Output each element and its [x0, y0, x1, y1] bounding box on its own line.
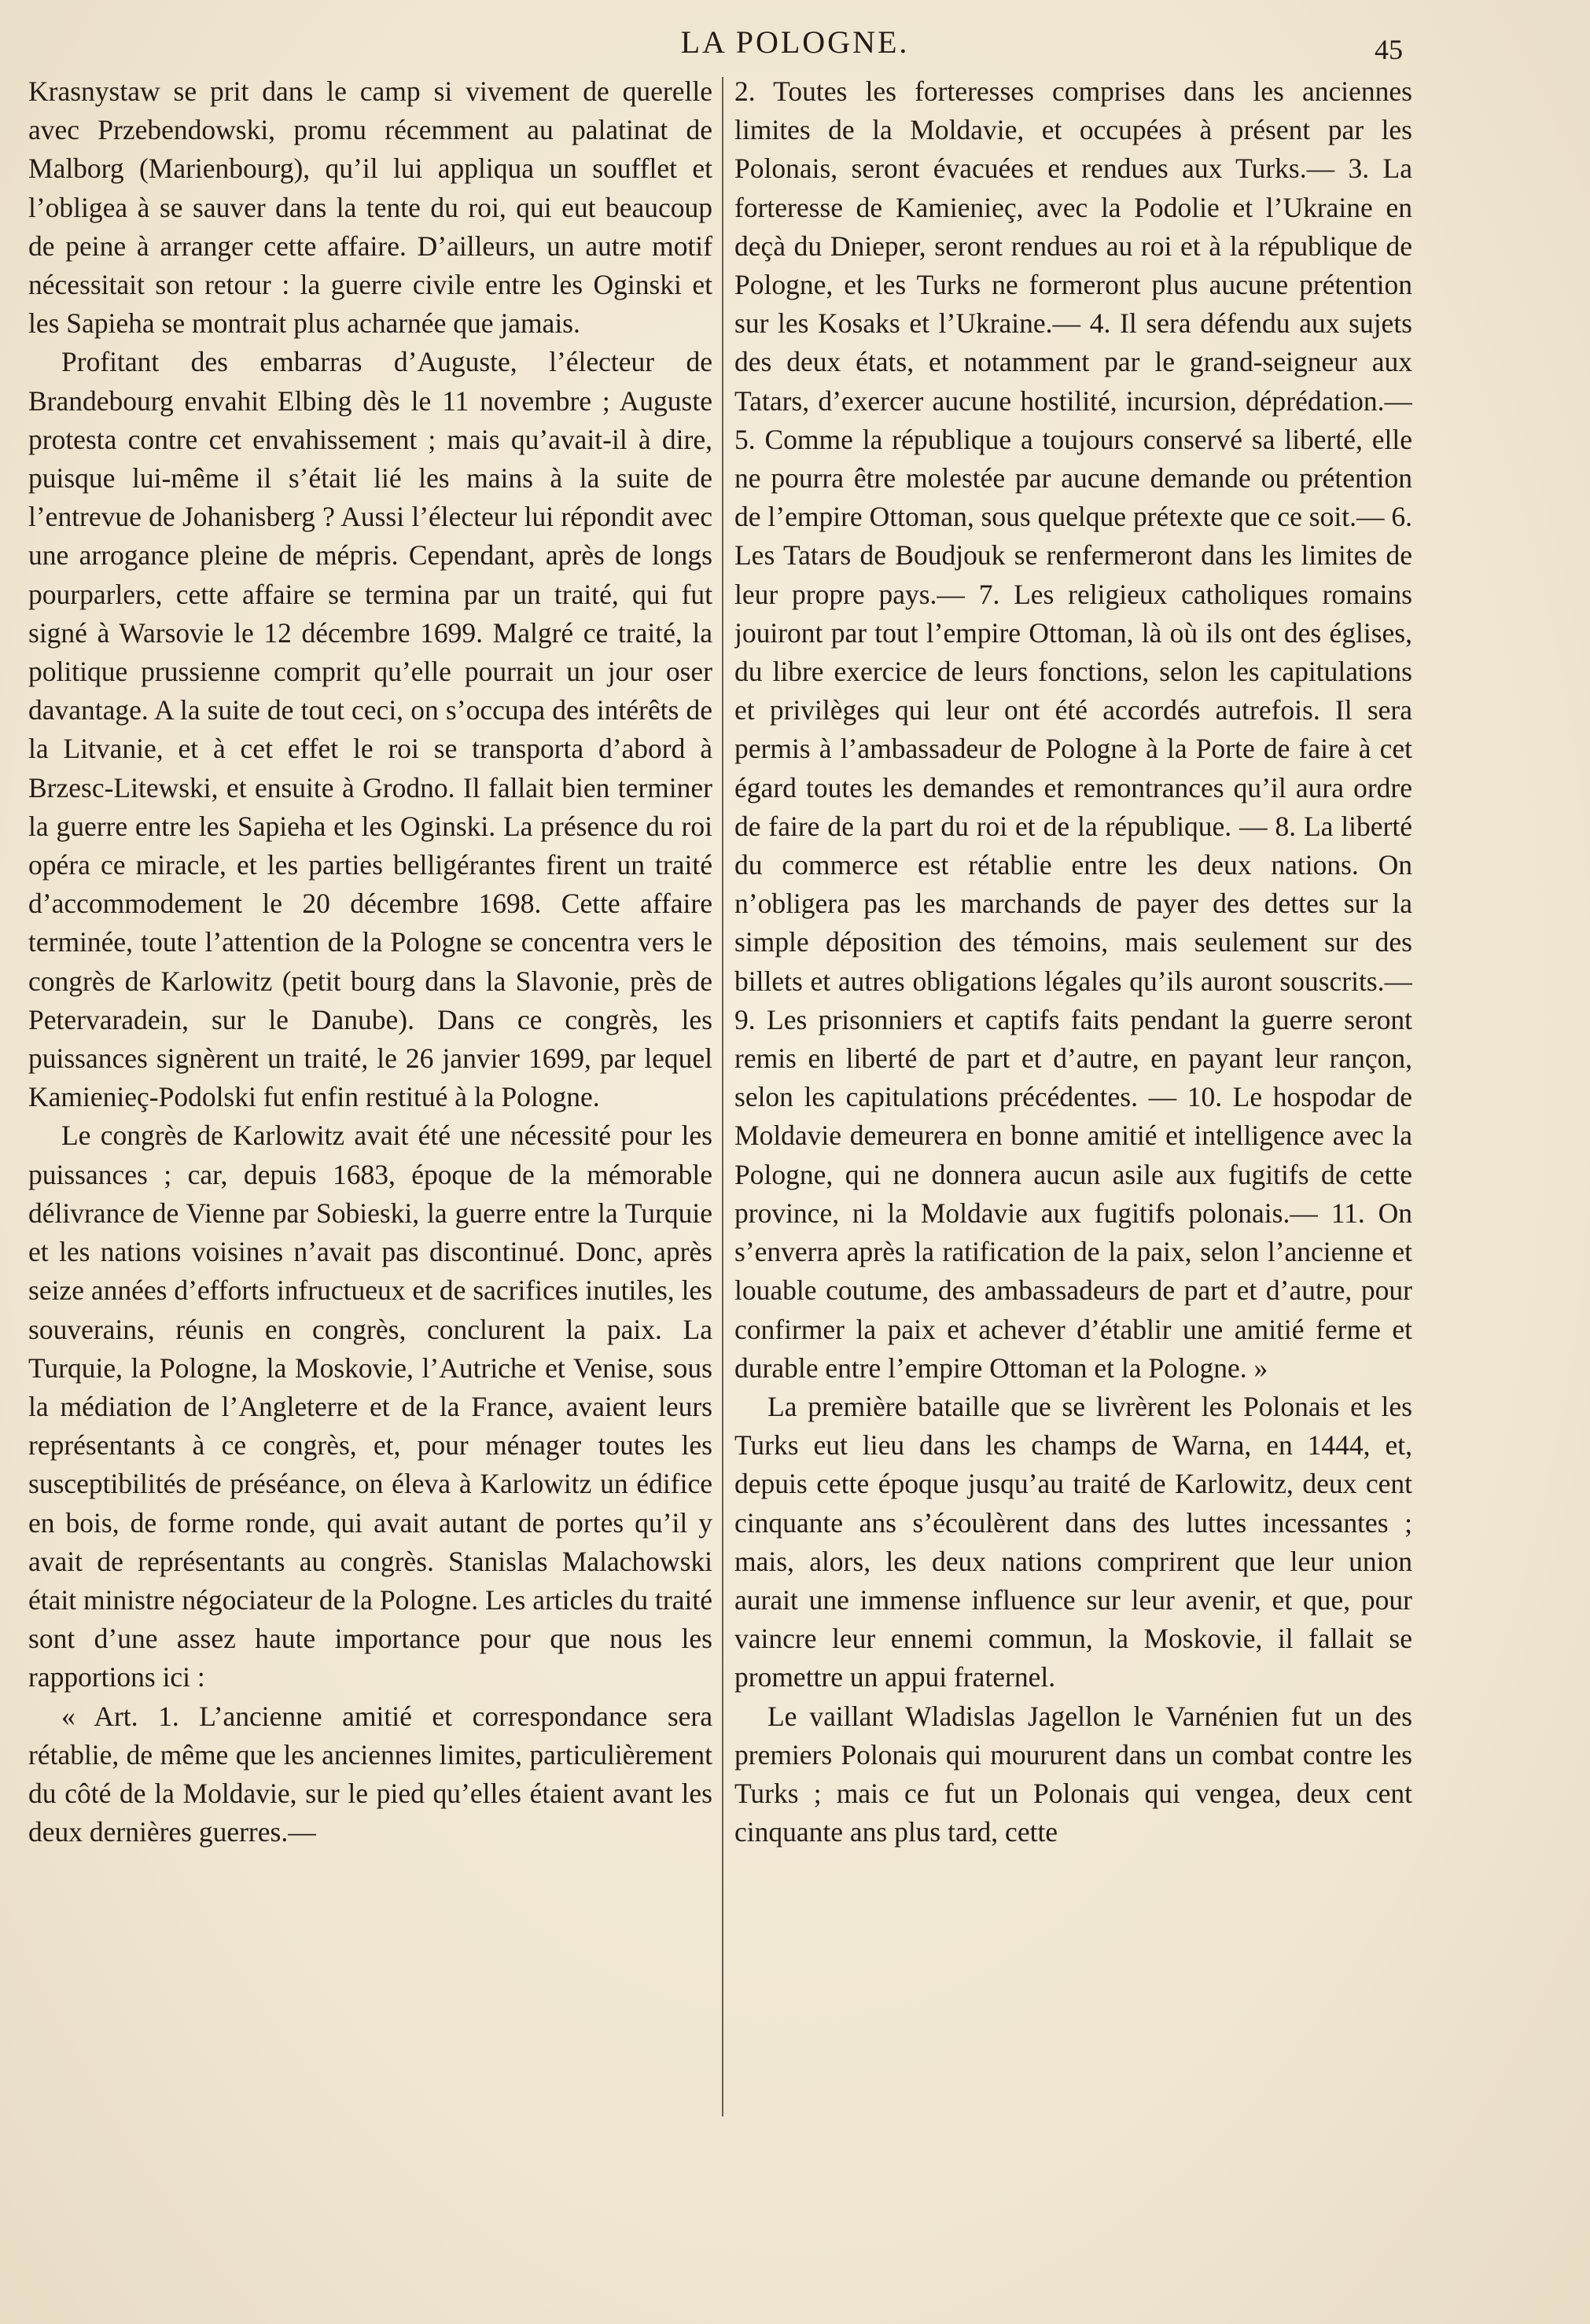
paragraph: « Art. 1. L’ancienne amitié et correspondance sera rétablie, de même que les anciennes limites, particulièrement du côté de la Moldavie, sur le pied qu’elles étaient avant les deux dernières guerres.—	[28, 1700, 712, 1848]
running-title: LA POLOGNE.	[680, 24, 910, 60]
paragraph: La première bataille que se livrèrent les Polonais et les Turks eut lieu dans les champs de Warna, en 1444, et, depuis cette époque jusqu’au traité de Karlowitz, deux cent cinquante ans s’écoulèrent dans des luttes incessantes ; mais, alors, les deux nations comprirent que leur union aurait une immense influence sur leur avenir, et que, pour vaincre leur ennemi commun, la Moskovie, il fallait se promettre un appui fraternel.	[734, 1390, 1412, 1693]
paragraph: 2. Toutes les forteresses comprises dans les anciennes limites de la Moldavie, et occupées à présent par les Polonais, seront évacuées et rendues aux Turks.— 3. La forteresse de Kamienieç, avec la Podolie et l’Ukraine en deçà du Dnieper, seront rendues au roi et à la république de Pologne, et les Turks ne formeront plus aucune prétention sur les Kosaks et l’Ukraine.— 4. Il sera défendu aux sujets des deux états, et notamment par le grand-seigneur aux Tatars, d’exercer aucune hostilité, incursion, déprédation.— 5. Comme la république a toujours conservé sa liberté, elle ne pourra être molestée par aucune demande ou prétention de l’empire Ottoman, sous quelque prétexte que ce soit.— 6. Les Tatars de Boudjouk se renfermeront dans les limites de leur propre pays.— 7. Les religieux catholiques romains jouiront par tout l’empire Ottoman, là où ils ont des églises, du libre exercice de leurs fonctions, selon les capitulations et privilèges qui leur ont été accordés autrefois. Il sera permis à l’ambassadeur de Pologne à la Porte de faire à cet égard toutes les demandes et remontrances qu’il aura ordre de faire de la part du roi et de la république. — 8. La liberté du commerce est rétablie entre les deux nations. On n’obligera pas les marchands de payer des dettes sur la simple déposition des témoins, mais seulement sur des billets et autres obligations légales qu’ils auront souscrits.— 9. Les prisonniers et captifs faits pendant la guerre seront remis en liberté de part et d’autre, en payant leur rançon, selon les capitulations précédentes. — 10. Le hospodar de Moldavie demeurera en bonne amitié et intelligence avec la Pologne, qui ne donnera aucun asile aux fugitifs de cette province, ni la Moldavie aux fugitifs polonais.— 11. On s’enverra après la ratification de la paix, selon l’ancienne et louable coutume, des ambassadeurs de part et d’autre, pour confirmer la paix et achever d’établir une amitié ferme et durable entre l’empire Ottoman et la Pologne. »	[734, 75, 1412, 1384]
paragraph: Krasnystaw se prit dans le camp si vivement de querelle avec Przebendowski, promu récemment au palatinat de Malborg (Marienbourg), qu’il lui appliqua un soufflet et l’obligea à se sauver dans la tente du roi, qui eut beaucoup de peine à arranger cette affaire. D’ailleurs, un autre motif nécessitait son retour : la guerre civile entre les Oginski et les Sapieha se montrait plus acharnée que jamais.	[28, 75, 712, 340]
column-divider	[722, 77, 723, 2116]
left-column	[28, 72, 712, 2116]
page-number: 45	[1375, 34, 1403, 65]
paragraph: Le congrès de Karlowitz avait été une nécessité pour les puissances ; car, depuis 1683, époque de la mémorable délivrance de Vienne par Sobieski, la guerre entre la Turquie et les nations voisines n’avait pas discontinué. Donc, après seize années d’efforts infructueux et de sacrifices inutiles, les souverains, réunis en congrès, conclurent la paix. La Turquie, la Pologne, la Moskovie, l’Autriche et Venise, sous la médiation de l’Angleterre et de la France, avaient leurs représentants à ce congrès, et, pour ménager toutes les susceptibilités de préséance, on éleva à Karlowitz un édifice en bois, de forme ronde, qui avait autant de portes qu’il y avait de représentants au congrès. Stanislas Malachowski était ministre négociateur de la Pologne. Les articles du traité sont d’une assez haute importance pour que nous les rapportions ici :	[28, 1120, 712, 1693]
right-column	[734, 72, 1412, 2116]
paragraph: Profitant des embarras d’Auguste, l’électeur de Brandebourg envahit Elbing dès le 11 novembre ; Auguste protesta contre cet envahissement ; mais qu’avait-il à dire, puisque lui-même il s’était lié les mains à la suite de l’entrevue de Johanisberg ? Aussi l’électeur lui répondit avec une arrogance pleine de mépris. Cependant, après de longs pourparlers, cette affaire se termina par un traité, qui fut signé à Warsovie le 12 décembre 1699. Malgré ce traité, la politique prussienne comprit qu’elle pourrait un jour oser davantage. A la suite de tout ceci, on s’occupa des intérêts de la Litvanie, et à cet effet le roi se transporta d’abord à Brzesc-Litewski, et ensuite à Grodno. Il fallait bien terminer la guerre entre les Sapieha et les Oginski. La présence du roi opéra ce miracle, et les parties belligérantes firent un traité d’accommodement le 20 décembre 1698. Cette affaire terminée, toute l’attention de la Pologne se concentra vers le congrès de Karlowitz (petit bourg dans la Slavonie, près de Petervaradein, sur le Danube). Dans ce congrès, les puissances signèrent un traité, le 26 janvier 1699, par lequel Kamienieç-Podolski fut enfin restitué à la Pologne.	[28, 346, 712, 1113]
paragraph: Le vaillant Wladislas Jagellon le Varnénien fut un des premiers Polonais qui moururent dans un combat contre les Turks ; mais ce fut un Polonais qui vengea, deux cent cinquante ans plus tard, cette	[734, 1700, 1412, 1848]
